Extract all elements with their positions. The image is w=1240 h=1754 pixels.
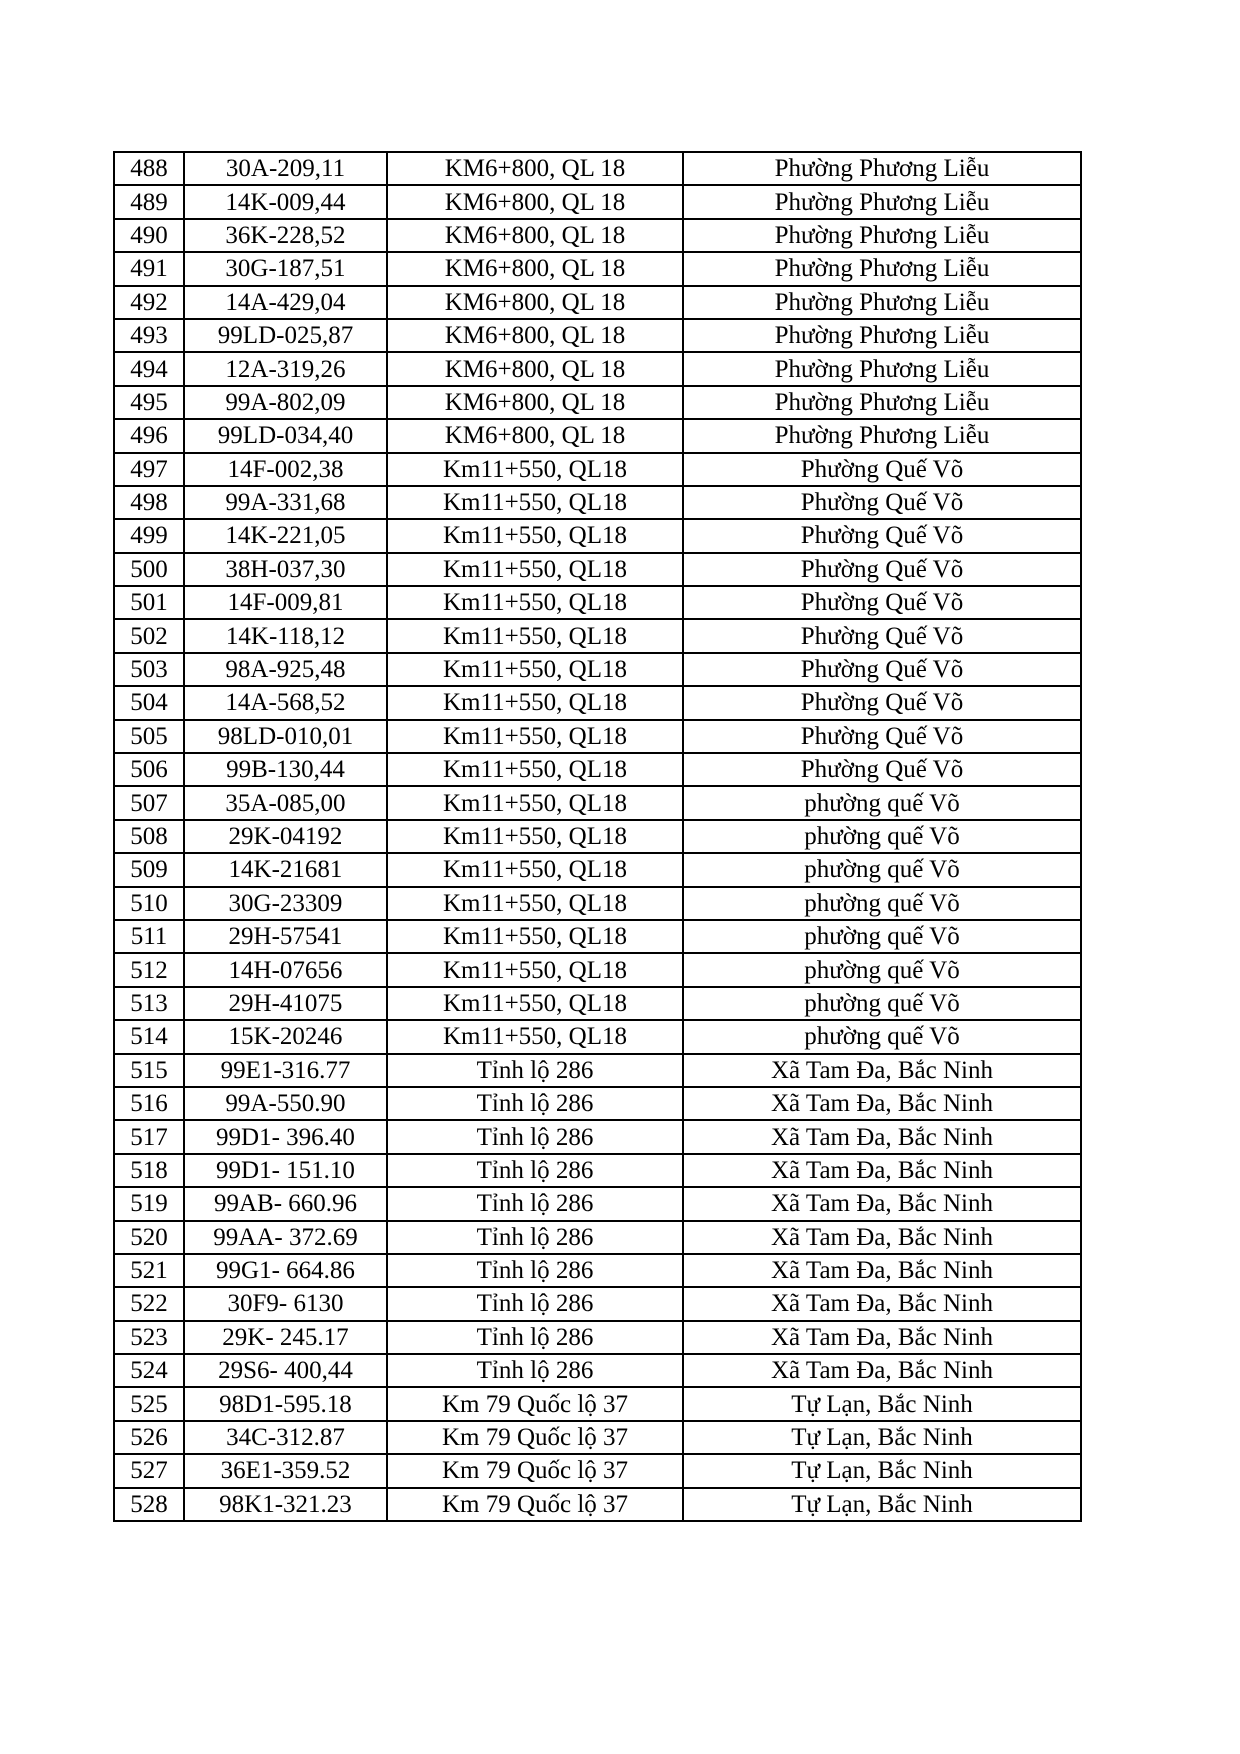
location-cell: Km11+550, QL18 [387,553,683,586]
ward-cell: Phường Quế Võ [683,720,1081,753]
table-row [114,920,1081,953]
ward-cell: Xã Tam Đa, Bắc Ninh [683,1120,1081,1153]
row-number-cell: 513 [114,987,184,1020]
plate-number-cell: 14A-429,04 [184,286,387,319]
table-row [114,1221,1081,1254]
table-row [114,1254,1081,1287]
plate-number-cell: 35A-085,00 [184,786,387,819]
ward-cell: phường quế Võ [683,853,1081,886]
row-number-cell: 522 [114,1287,184,1320]
table-row [114,786,1081,819]
row-number-cell: 509 [114,853,184,886]
row-number-cell: 491 [114,252,184,285]
plate-number-cell: 15K-20246 [184,1020,387,1053]
row-number-cell: 518 [114,1154,184,1187]
ward-cell: Phường Phương Liễu [683,185,1081,218]
location-cell: Km 79 Quốc lộ 37 [387,1454,683,1487]
plate-number-cell: 14A-568,52 [184,686,387,719]
plate-number-cell: 14K-118,12 [184,619,387,652]
location-cell: Km11+550, QL18 [387,786,683,819]
ward-cell: Phường Phương Liễu [683,352,1081,385]
ward-cell: Xã Tam Đa, Bắc Ninh [683,1187,1081,1220]
plate-number-cell: 99D1- 396.40 [184,1120,387,1153]
plate-number-cell: 99D1- 151.10 [184,1154,387,1187]
plate-number-cell: 98A-925,48 [184,653,387,686]
table-row [114,1421,1081,1454]
plate-number-cell: 99A-550.90 [184,1087,387,1120]
plate-number-cell: 99AA- 372.69 [184,1221,387,1254]
location-cell: Km11+550, QL18 [387,887,683,920]
table-row [114,1154,1081,1187]
table-row [114,219,1081,252]
ward-cell: Tự Lạn, Bắc Ninh [683,1488,1081,1521]
table-row [114,1187,1081,1220]
location-cell: KM6+800, QL 18 [387,286,683,319]
location-cell: KM6+800, QL 18 [387,352,683,385]
row-number-cell: 500 [114,553,184,586]
location-cell: Km11+550, QL18 [387,653,683,686]
table-row [114,553,1081,586]
row-number-cell: 523 [114,1321,184,1354]
ward-cell: Xã Tam Đa, Bắc Ninh [683,1287,1081,1320]
plate-number-cell: 14F-009,81 [184,586,387,619]
table-row [114,453,1081,486]
table-row [114,1287,1081,1320]
records-table-body [114,152,1081,1521]
row-number-cell: 504 [114,686,184,719]
ward-cell: Xã Tam Đa, Bắc Ninh [683,1254,1081,1287]
ward-cell: Xã Tam Đa, Bắc Ninh [683,1054,1081,1087]
plate-number-cell: 99LD-025,87 [184,319,387,352]
row-number-cell: 521 [114,1254,184,1287]
plate-number-cell: 34C-312.87 [184,1421,387,1454]
ward-cell: phường quế Võ [683,820,1081,853]
table-row [114,1387,1081,1420]
ward-cell: Phường Phương Liễu [683,252,1081,285]
location-cell: Km11+550, QL18 [387,1020,683,1053]
location-cell: KM6+800, QL 18 [387,152,683,185]
ward-cell: phường quế Võ [683,786,1081,819]
row-number-cell: 506 [114,753,184,786]
table-row [114,486,1081,519]
location-cell: Km11+550, QL18 [387,586,683,619]
row-number-cell: 512 [114,953,184,986]
location-cell: Tỉnh lộ 286 [387,1187,683,1220]
location-cell: Tỉnh lộ 286 [387,1087,683,1120]
ward-cell: Xã Tam Đa, Bắc Ninh [683,1221,1081,1254]
ward-cell: Xã Tam Đa, Bắc Ninh [683,1154,1081,1187]
row-number-cell: 493 [114,319,184,352]
location-cell: Tỉnh lộ 286 [387,1120,683,1153]
plate-number-cell: 98K1-321.23 [184,1488,387,1521]
row-number-cell: 516 [114,1087,184,1120]
ward-cell: Phường Quế Võ [683,586,1081,619]
plate-number-cell: 99A-802,09 [184,386,387,419]
table-row [114,352,1081,385]
plate-number-cell: 14H-07656 [184,953,387,986]
location-cell: Tỉnh lộ 286 [387,1221,683,1254]
plate-number-cell: 36E1-359.52 [184,1454,387,1487]
row-number-cell: 519 [114,1187,184,1220]
row-number-cell: 510 [114,887,184,920]
plate-number-cell: 12A-319,26 [184,352,387,385]
plate-number-cell: 98LD-010,01 [184,720,387,753]
ward-cell: Xã Tam Đa, Bắc Ninh [683,1354,1081,1387]
ward-cell: Phường Quế Võ [683,453,1081,486]
location-cell: Km11+550, QL18 [387,753,683,786]
location-cell: Km11+550, QL18 [387,453,683,486]
plate-number-cell: 98D1-595.18 [184,1387,387,1420]
row-number-cell: 527 [114,1454,184,1487]
table-row [114,619,1081,652]
table-row [114,720,1081,753]
ward-cell: Phường Phương Liễu [683,286,1081,319]
table-row [114,252,1081,285]
plate-number-cell: 29K- 245.17 [184,1321,387,1354]
table-row [114,753,1081,786]
plate-number-cell: 99LD-034,40 [184,419,387,452]
ward-cell: phường quế Võ [683,887,1081,920]
plate-number-cell: 14K-21681 [184,853,387,886]
table-row [114,586,1081,619]
table-row [114,820,1081,853]
location-cell: Tỉnh lộ 286 [387,1254,683,1287]
location-cell: Tỉnh lộ 286 [387,1321,683,1354]
ward-cell: Tự Lạn, Bắc Ninh [683,1454,1081,1487]
ward-cell: Phường Phương Liễu [683,419,1081,452]
location-cell: Tỉnh lộ 286 [387,1287,683,1320]
table-row [114,887,1081,920]
plate-number-cell: 29H-41075 [184,987,387,1020]
row-number-cell: 507 [114,786,184,819]
row-number-cell: 494 [114,352,184,385]
row-number-cell: 496 [114,419,184,452]
row-number-cell: 502 [114,619,184,652]
ward-cell: Phường Quế Võ [683,553,1081,586]
table-row [114,419,1081,452]
location-cell: Tỉnh lộ 286 [387,1154,683,1187]
row-number-cell: 526 [114,1421,184,1454]
location-cell: Km11+550, QL18 [387,519,683,552]
ward-cell: Phường Phương Liễu [683,152,1081,185]
location-cell: Tỉnh lộ 286 [387,1054,683,1087]
location-cell: Km11+550, QL18 [387,820,683,853]
table-row [114,987,1081,1020]
row-number-cell: 503 [114,653,184,686]
table-row [114,185,1081,218]
ward-cell: Phường Quế Võ [683,653,1081,686]
row-number-cell: 499 [114,519,184,552]
table-row [114,686,1081,719]
ward-cell: Phường Phương Liễu [683,219,1081,252]
row-number-cell: 524 [114,1354,184,1387]
table-row [114,1454,1081,1487]
table-row [114,319,1081,352]
location-cell: Km 79 Quốc lộ 37 [387,1421,683,1454]
row-number-cell: 505 [114,720,184,753]
location-cell: KM6+800, QL 18 [387,386,683,419]
plate-number-cell: 14F-002,38 [184,453,387,486]
ward-cell: phường quế Võ [683,953,1081,986]
ward-cell: phường quế Võ [683,987,1081,1020]
row-number-cell: 525 [114,1387,184,1420]
ward-cell: Phường Phương Liễu [683,386,1081,419]
plate-number-cell: 30G-187,51 [184,252,387,285]
location-cell: Km 79 Quốc lộ 37 [387,1387,683,1420]
location-cell: KM6+800, QL 18 [387,185,683,218]
records-table [113,151,1082,1522]
ward-cell: Xã Tam Đa, Bắc Ninh [683,1087,1081,1120]
row-number-cell: 517 [114,1120,184,1153]
plate-number-cell: 99E1-316.77 [184,1054,387,1087]
table-row [114,1321,1081,1354]
row-number-cell: 501 [114,586,184,619]
location-cell: Km11+550, QL18 [387,619,683,652]
row-number-cell: 515 [114,1054,184,1087]
row-number-cell: 492 [114,286,184,319]
table-row [114,653,1081,686]
table-row [114,152,1081,185]
plate-number-cell: 99A-331,68 [184,486,387,519]
plate-number-cell: 30F9- 6130 [184,1287,387,1320]
location-cell: KM6+800, QL 18 [387,219,683,252]
row-number-cell: 490 [114,219,184,252]
table-row [114,953,1081,986]
location-cell: KM6+800, QL 18 [387,252,683,285]
plate-number-cell: 36K-228,52 [184,219,387,252]
row-number-cell: 514 [114,1020,184,1053]
ward-cell: Phường Quế Võ [683,753,1081,786]
ward-cell: phường quế Võ [683,1020,1081,1053]
plate-number-cell: 38H-037,30 [184,553,387,586]
row-number-cell: 528 [114,1488,184,1521]
table-row [114,1020,1081,1053]
ward-cell: Tự Lạn, Bắc Ninh [683,1421,1081,1454]
plate-number-cell: 30G-23309 [184,887,387,920]
plate-number-cell: 29S6- 400,44 [184,1354,387,1387]
plate-number-cell: 29H-57541 [184,920,387,953]
table-row [114,1120,1081,1153]
plate-number-cell: 99G1- 664.86 [184,1254,387,1287]
row-number-cell: 488 [114,152,184,185]
row-number-cell: 495 [114,386,184,419]
row-number-cell: 489 [114,185,184,218]
location-cell: Km11+550, QL18 [387,953,683,986]
location-cell: Km11+550, QL18 [387,987,683,1020]
location-cell: Km11+550, QL18 [387,920,683,953]
location-cell: Km 79 Quốc lộ 37 [387,1488,683,1521]
location-cell: KM6+800, QL 18 [387,319,683,352]
plate-number-cell: 99B-130,44 [184,753,387,786]
table-row [114,1488,1081,1521]
row-number-cell: 511 [114,920,184,953]
plate-number-cell: 29K-04192 [184,820,387,853]
ward-cell: phường quế Võ [683,920,1081,953]
plate-number-cell: 30A-209,11 [184,152,387,185]
location-cell: Km11+550, QL18 [387,720,683,753]
table-row [114,519,1081,552]
table-row [114,853,1081,886]
table-row [114,1354,1081,1387]
ward-cell: Phường Phương Liễu [683,319,1081,352]
ward-cell: Phường Quế Võ [683,619,1081,652]
table-row [114,1087,1081,1120]
plate-number-cell: 14K-221,05 [184,519,387,552]
table-row [114,1054,1081,1087]
row-number-cell: 520 [114,1221,184,1254]
location-cell: Tỉnh lộ 286 [387,1354,683,1387]
row-number-cell: 508 [114,820,184,853]
ward-cell: Xã Tam Đa, Bắc Ninh [683,1321,1081,1354]
row-number-cell: 497 [114,453,184,486]
location-cell: Km11+550, QL18 [387,853,683,886]
ward-cell: Phường Quế Võ [683,519,1081,552]
ward-cell: Tự Lạn, Bắc Ninh [683,1387,1081,1420]
location-cell: Km11+550, QL18 [387,686,683,719]
table-row [114,286,1081,319]
ward-cell: Phường Quế Võ [683,486,1081,519]
plate-number-cell: 14K-009,44 [184,185,387,218]
location-cell: Km11+550, QL18 [387,486,683,519]
location-cell: KM6+800, QL 18 [387,419,683,452]
plate-number-cell: 99AB- 660.96 [184,1187,387,1220]
ward-cell: Phường Quế Võ [683,686,1081,719]
table-row [114,386,1081,419]
row-number-cell: 498 [114,486,184,519]
